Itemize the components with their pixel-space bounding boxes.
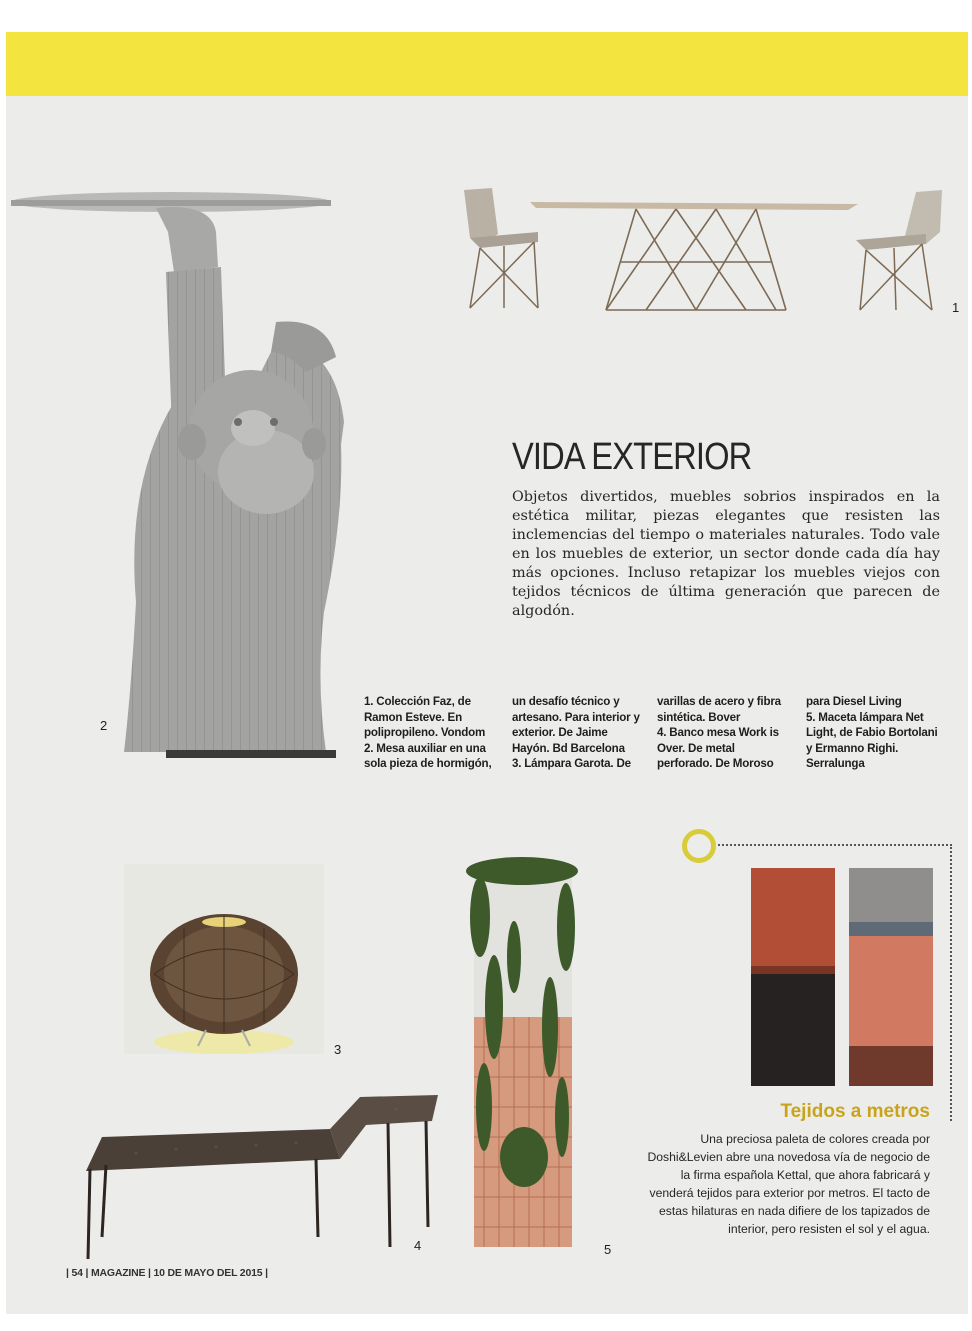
caption-line: polipropileno. Vondom <box>364 726 486 740</box>
magazine-name: MAGAZINE <box>90 1267 146 1279</box>
caption-line: Ramon Esteve. En <box>364 710 462 724</box>
caption-line: y Ermanno Righi. <box>806 741 899 755</box>
caption-line: perforado. De Moroso <box>657 757 774 771</box>
caption-line: 3. Lámpara Garota. De <box>512 757 631 771</box>
box-text-line: estas hilaturas en nada difiere de los tapizados de <box>658 1204 930 1218</box>
intro-paragraph: Objetos divertidos, muebles sobrios inspirados en la estética militar, piezas elegantes que resisten las inclemencias del tiempo o materiales naturales. Todo vale en los muebles de exterior, un sector donde cada día hay más opciones. Incluso retapizar los muebles viejos con tejidos técnicos de última generación que parecen de algodón. <box>512 489 940 619</box>
box-text-line: Una preciosa paleta de colores creada por <box>700 1132 930 1146</box>
photo-number-2: 2 <box>100 718 108 733</box>
caption-column-1 <box>364 694 504 772</box>
page-footer: | 54 | MAGAZINE | 10 DE MAYO DEL 2015 | <box>66 1267 268 1279</box>
photo-number-1: 1 <box>952 300 960 315</box>
caption-column-4 <box>806 694 946 772</box>
photo-number-3: 3 <box>334 1042 342 1057</box>
caption-line: para Diesel Living <box>806 695 902 708</box>
caption-line: Hayón. Bd Barcelona <box>512 741 625 755</box>
box-text-line: interior, pero resisten el sol y el agua. <box>728 1222 930 1236</box>
caption-line: 5. Maceta lámpara Net <box>806 710 924 724</box>
issue-date: 10 DE MAYO DEL 2015 <box>153 1267 263 1279</box>
header-color-band <box>6 32 968 96</box>
page-number: 54 <box>71 1267 83 1279</box>
photo-faz-table-chairs <box>446 182 946 317</box>
box-text <box>624 1130 930 1238</box>
photo-work-is-over-bench <box>76 1087 446 1262</box>
caption-line: 4. Banco mesa Work is <box>657 726 779 740</box>
caption-column-2 <box>512 694 652 772</box>
photo-monkey-table <box>6 182 351 762</box>
box-title: Tejidos a metros <box>780 1101 930 1122</box>
caption-line: 2. Mesa auxiliar en una <box>364 741 486 755</box>
caption-line: artesano. Para interior y <box>512 710 640 724</box>
section-title: VIDA EXTERIOR <box>512 436 752 478</box>
magazine-page <box>6 32 968 1314</box>
caption-line: sintética. Bover <box>657 710 741 724</box>
caption-line: 1. Colección Faz, de <box>364 695 471 708</box>
box-marker-circle <box>682 829 716 863</box>
photo-net-light-planter <box>454 857 594 1257</box>
caption-line: Serralunga <box>806 757 865 771</box>
caption-line: un desafío técnico y <box>512 695 620 708</box>
caption-column-3 <box>657 694 797 772</box>
box-text-line: Doshi&Levien abre una novedosa vía de negocio de <box>647 1150 930 1164</box>
caption-line: sola pieza de hormigón, <box>364 757 492 771</box>
caption-line: varillas de acero y fibra <box>657 695 781 708</box>
photo-garota-lamp <box>124 864 324 1054</box>
box-text-line: la firma española Kettal, que ahora fabricará y <box>680 1168 930 1182</box>
photo-number-4: 4 <box>414 1238 422 1253</box>
box-text-line: venderá tejidos para exterior por metros. El tacto de <box>649 1186 930 1200</box>
photo-number-5: 5 <box>604 1242 612 1257</box>
caption-line: Over. De metal <box>657 741 735 755</box>
photo-fabric-swatches <box>751 868 933 1086</box>
caption-line: exterior. De Jaime <box>512 726 608 740</box>
caption-line: Light, de Fabio Bortolani <box>806 726 938 740</box>
